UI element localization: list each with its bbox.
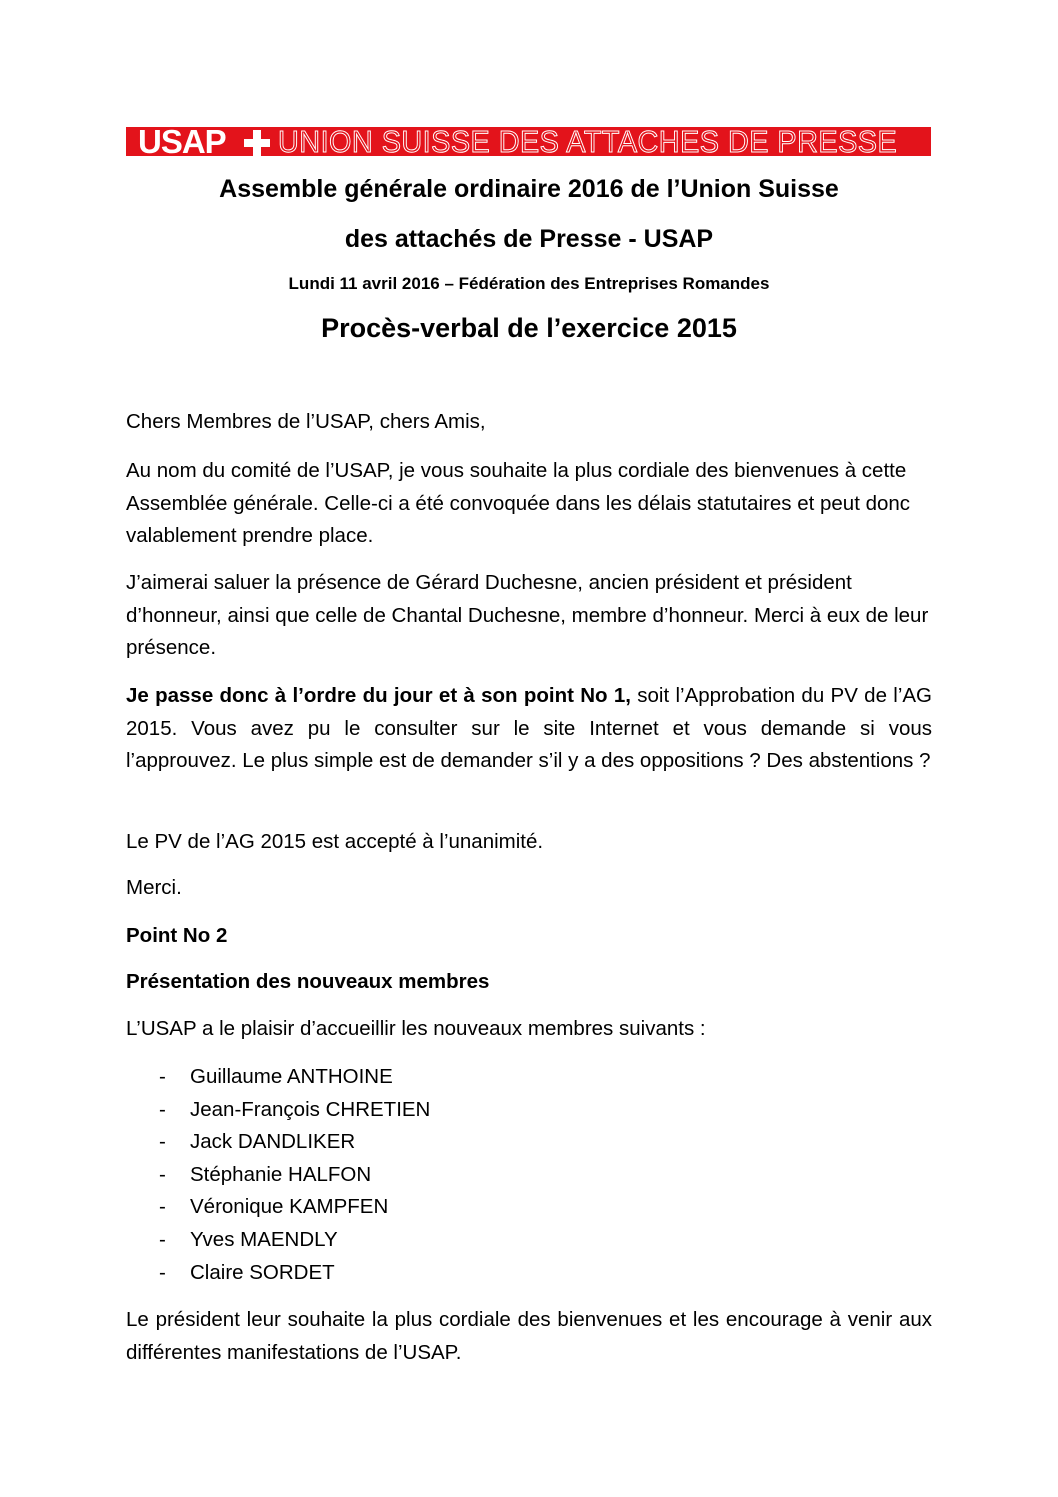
list-item — [126, 1061, 430, 1094]
list-marker: - — [159, 1065, 166, 1088]
logo-full-name: UNION SUISSE DES ATTACHES DE PRESSE — [278, 127, 898, 156]
list-item — [126, 1159, 430, 1192]
list-item — [126, 1094, 430, 1127]
logo-acronym: USAP — [138, 127, 226, 156]
welcome-paragraph: Au nom du comité de l’USAP, je vous souhaite la plus cordiale des bienvenues à cette Assemblée générale. Celle-ci a été convoquée dans les délais statutaires et peut donc valablement prendre place. — [126, 459, 911, 547]
point-1-lead: Je passe donc à l’ordre du jour et à son point No 1, — [126, 684, 631, 707]
plus-icon — [244, 130, 270, 156]
member-name: Stéphanie HALFON — [190, 1162, 372, 1186]
new-members-list — [126, 1061, 430, 1289]
point-2-subheading: Présentation des nouveaux membres — [126, 970, 490, 993]
list-marker: - — [159, 1227, 166, 1251]
list-item — [126, 1191, 430, 1224]
list-item — [126, 1126, 430, 1159]
list-marker: - — [159, 1162, 166, 1186]
list-marker: - — [159, 1130, 166, 1154]
member-name: Jack DANDLIKER — [190, 1130, 356, 1154]
thanks: Merci. — [126, 876, 182, 899]
point-2-heading: Point No 2 — [126, 924, 228, 947]
list-marker: - — [159, 1195, 166, 1219]
member-name: Guillaume ANTHOINE — [190, 1065, 393, 1088]
list-marker: - — [159, 1097, 166, 1121]
member-name: Claire SORDET — [190, 1260, 335, 1284]
document-title-line-2: des attachés de Presse - USAP — [344, 225, 714, 253]
honors-paragraph: J’aimerai saluer la présence de Gérard Duchesne, ancien président et président d’honneur, ainsi que celle de Chantal Duchesne, membre d’honneur. Merci à eux de leur présence. — [126, 571, 929, 659]
closing-paragraph: Le président leur souhaite la plus cordiale des bienvenues et les encourage à venir aux différentes manifestations de l’USAP. — [126, 1308, 932, 1364]
usap-logo-banner — [126, 127, 931, 156]
meeting-info: Lundi 11 avril 2016 – Fédération des Entreprises Romandes — [288, 274, 770, 293]
new-members-intro: L’USAP a le plaisir d’accueillir les nouveaux membres suivants : — [126, 1017, 706, 1040]
point-1-text: soit l’Approbation du PV de l’AG 2015. Vous avez pu le consulter sur le site Internet et vous demande si vous l’approuvez. Le plus simple est de demander s’il y a des oppositions ? Des abstentions ? — [126, 684, 932, 772]
pv-accepted: Le PV de l’AG 2015 est accepté à l’unanimité. — [126, 830, 544, 853]
member-name: Yves MAENDLY — [190, 1227, 338, 1251]
member-name: Jean-François CHRETIEN — [190, 1097, 431, 1121]
list-item — [126, 1257, 430, 1290]
member-name: Véronique KAMPFEN — [190, 1195, 389, 1219]
minutes-title: Procès-verbal de l’exercice 2015 — [321, 313, 737, 343]
list-item — [126, 1224, 430, 1257]
list-marker: - — [159, 1260, 166, 1284]
point-1-paragraph — [126, 680, 932, 778]
document-title-line-1: Assemble générale ordinaire 2016 de l’Union Suisse — [219, 175, 839, 203]
greeting: Chers Membres de l’USAP, chers Amis, — [126, 410, 486, 433]
